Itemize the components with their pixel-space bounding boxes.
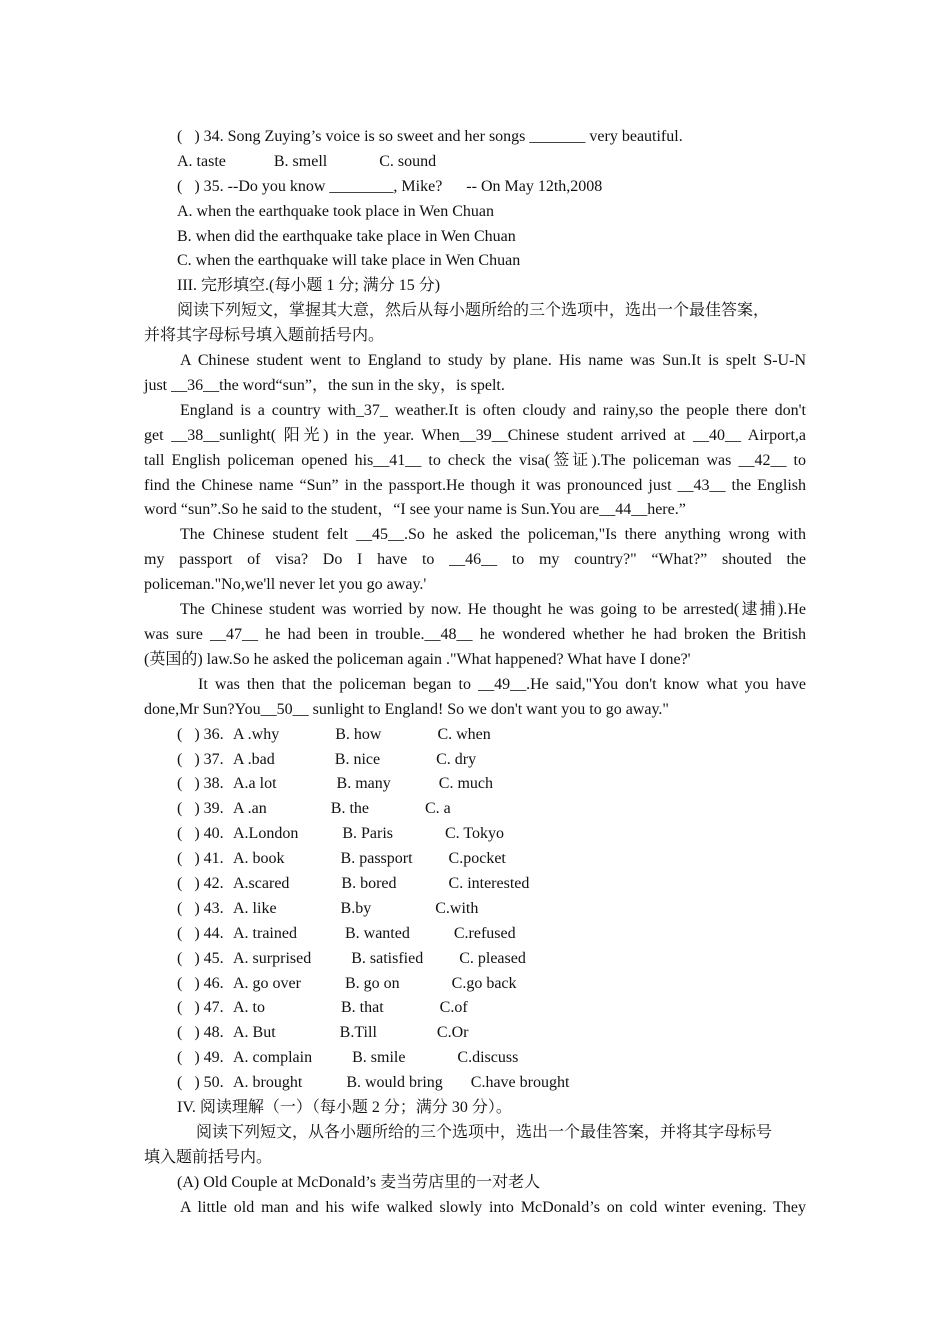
choices: A. But B.Till C.Or: [233, 1024, 469, 1042]
choices: A.London B. Paris C. Tokyo: [233, 825, 505, 843]
question-35-option-a: A. when the earthquake took place in Wen Chuan: [177, 202, 494, 220]
choices: A.scared B. bored C. interested: [233, 874, 530, 892]
page-content: [144, 125, 806, 1220]
section-4-title: IV. 阅读理解（一）（每小题 2 分；满分 30 分）。: [177, 1098, 512, 1116]
cloze-option-row: [144, 797, 806, 822]
cloze-option-row: [144, 1071, 806, 1096]
cloze-option-row: [144, 972, 806, 997]
section-3-instruction-cont: 并将其字母标号填入题前括号内。: [144, 327, 385, 345]
choices: A .an B. the C. a: [233, 800, 451, 818]
cloze-option-row: [144, 922, 806, 947]
choices: A. complain B. smile C.discuss: [233, 1049, 519, 1067]
reading-passage: [144, 1196, 806, 1221]
section-4-instruction-cont: 填入题前括号内。: [144, 1148, 273, 1166]
choices: A .bad B. nice C. dry: [233, 750, 477, 768]
cloze-option-row: [144, 847, 806, 872]
passage-line: The Chinese student felt __45__.So he asked the policeman,"Is there anything wrong with: [180, 526, 806, 544]
cloze-option-row: [144, 822, 806, 847]
cloze-option-row: [144, 748, 806, 773]
cloze-option-row: [144, 1021, 806, 1046]
choices: A. book B. passport C.pocket: [233, 850, 506, 868]
passage-line: find the Chinese name “Sun” in the passport.He though it was pronounced just __43__ the English: [144, 476, 806, 494]
section-3-instruction: 阅读下列短文，掌握其大意，然后从每小题所给的三个选项中，选出一个最佳答案，: [177, 302, 770, 320]
question-35-option-b: B. when did the earthquake take place in Wen Chuan: [177, 227, 516, 245]
choices: A. go over B. go on C.go back: [233, 974, 517, 992]
question-number: ( ) 44.: [177, 924, 224, 942]
passage-line: was sure __47__ he had been in trouble.__48__ he wondered whether he had broken the British: [144, 625, 806, 643]
question-number: ( ) 37.: [177, 750, 224, 768]
passage-line: my passport of visa? Do I have to __46__ to my country?" “What?” shouted the: [144, 551, 806, 569]
cloze-option-row: [144, 872, 806, 897]
question-number: ( ) 50.: [177, 1074, 224, 1092]
passage-line: get __38__sunlight( 阳光) in the year. When__39__Chinese student arrived at __40__ Airport,a: [144, 426, 806, 444]
question-number: ( ) 45.: [177, 949, 224, 967]
passage-line: The Chinese student was worried by now. He thought he was going to be arrested(逮捕).He: [180, 601, 806, 619]
question-number: ( ) 41.: [177, 850, 224, 868]
passage-line: done,Mr Sun?You__50__ sunlight to England! So we don't want you to go away.": [144, 700, 669, 718]
passage-line: word “sun”.So he said to the student，“I see your name is Sun.You are__44__here.”: [144, 501, 686, 519]
question-number: ( ) 43.: [177, 899, 224, 917]
passage-line: England is a country with_37_ weather.It is often cloudy and rainy,so the people there don't: [180, 401, 806, 419]
choices: A. like B.by C.with: [233, 899, 479, 917]
question-number: ( ) 38.: [177, 775, 224, 793]
passage-line: A Chinese student went to England to study by plane. His name was Sun.It is spelt S-U-N: [180, 352, 806, 370]
question-number: ( ) 36.: [177, 725, 224, 743]
question-35: ( ) 35. --Do you know ________, Mike? -- On May 12th,2008: [177, 177, 603, 195]
cloze-option-row: [144, 897, 806, 922]
passage-line: (英国的) law.So he asked the policeman again ."What happened? What have I done?': [144, 650, 691, 668]
cloze-option-row: [144, 723, 806, 748]
cloze-option-row: [144, 996, 806, 1021]
choices: A .why B. how C. when: [233, 725, 491, 743]
question-number: ( ) 40.: [177, 825, 224, 843]
question-34: ( ) 34. Song Zuying’s voice is so sweet and her songs _______ very beautiful.: [177, 128, 683, 145]
passage-line: just __36__the word“sun”，the sun in the sky，is spelt.: [144, 376, 505, 394]
question-number: ( ) 48.: [177, 1024, 224, 1042]
passage-line: policeman."No,we'll never let you go away.': [144, 576, 427, 594]
question-35-option-c: C. when the earthquake will take place in Wen Chuan: [177, 252, 521, 270]
passage-line: tall English policeman opened his__41__ to check the visa(签证).The policeman was __42__ to: [144, 451, 806, 469]
cloze-options-list: [144, 723, 806, 1096]
question-number: ( ) 49.: [177, 1049, 224, 1067]
reading-passage-title: (A) Old Couple at McDonald’s 麦当劳店里的一对老人: [177, 1173, 541, 1191]
question-number: ( ) 39.: [177, 800, 224, 818]
passage-line: A little old man and his wife walked slowly into McDonald’s on cold winter evening. They: [180, 1198, 806, 1216]
passage-line: It was then that the policeman began to __49__.He said,"You don't know what you have: [198, 675, 806, 693]
choices: A. trained B. wanted C.refused: [233, 924, 516, 942]
question-number: ( ) 47.: [177, 999, 224, 1017]
choices: A. brought B. would bring C.have brought: [233, 1074, 570, 1092]
cloze-option-row: [144, 1046, 806, 1071]
choices: A. surprised B. satisfied C. pleased: [233, 949, 526, 967]
question-number: ( ) 46.: [177, 974, 224, 992]
choices: A.a lot B. many C. much: [233, 775, 493, 793]
section-4-instruction: 阅读下列短文，从各小题所给的三个选项中，选出一个最佳答案，并将其字母标号: [196, 1123, 773, 1141]
cloze-option-row: [144, 947, 806, 972]
question-34-options: A. taste B. smell C. sound: [177, 152, 437, 170]
question-number: ( ) 42.: [177, 874, 224, 892]
cloze-passage: [144, 349, 806, 723]
cloze-option-row: [144, 772, 806, 797]
choices: A. to B. that C.of: [233, 999, 468, 1017]
section-3-title: III. 完形填空.(每小题 1 分; 满分 15 分): [177, 277, 441, 295]
